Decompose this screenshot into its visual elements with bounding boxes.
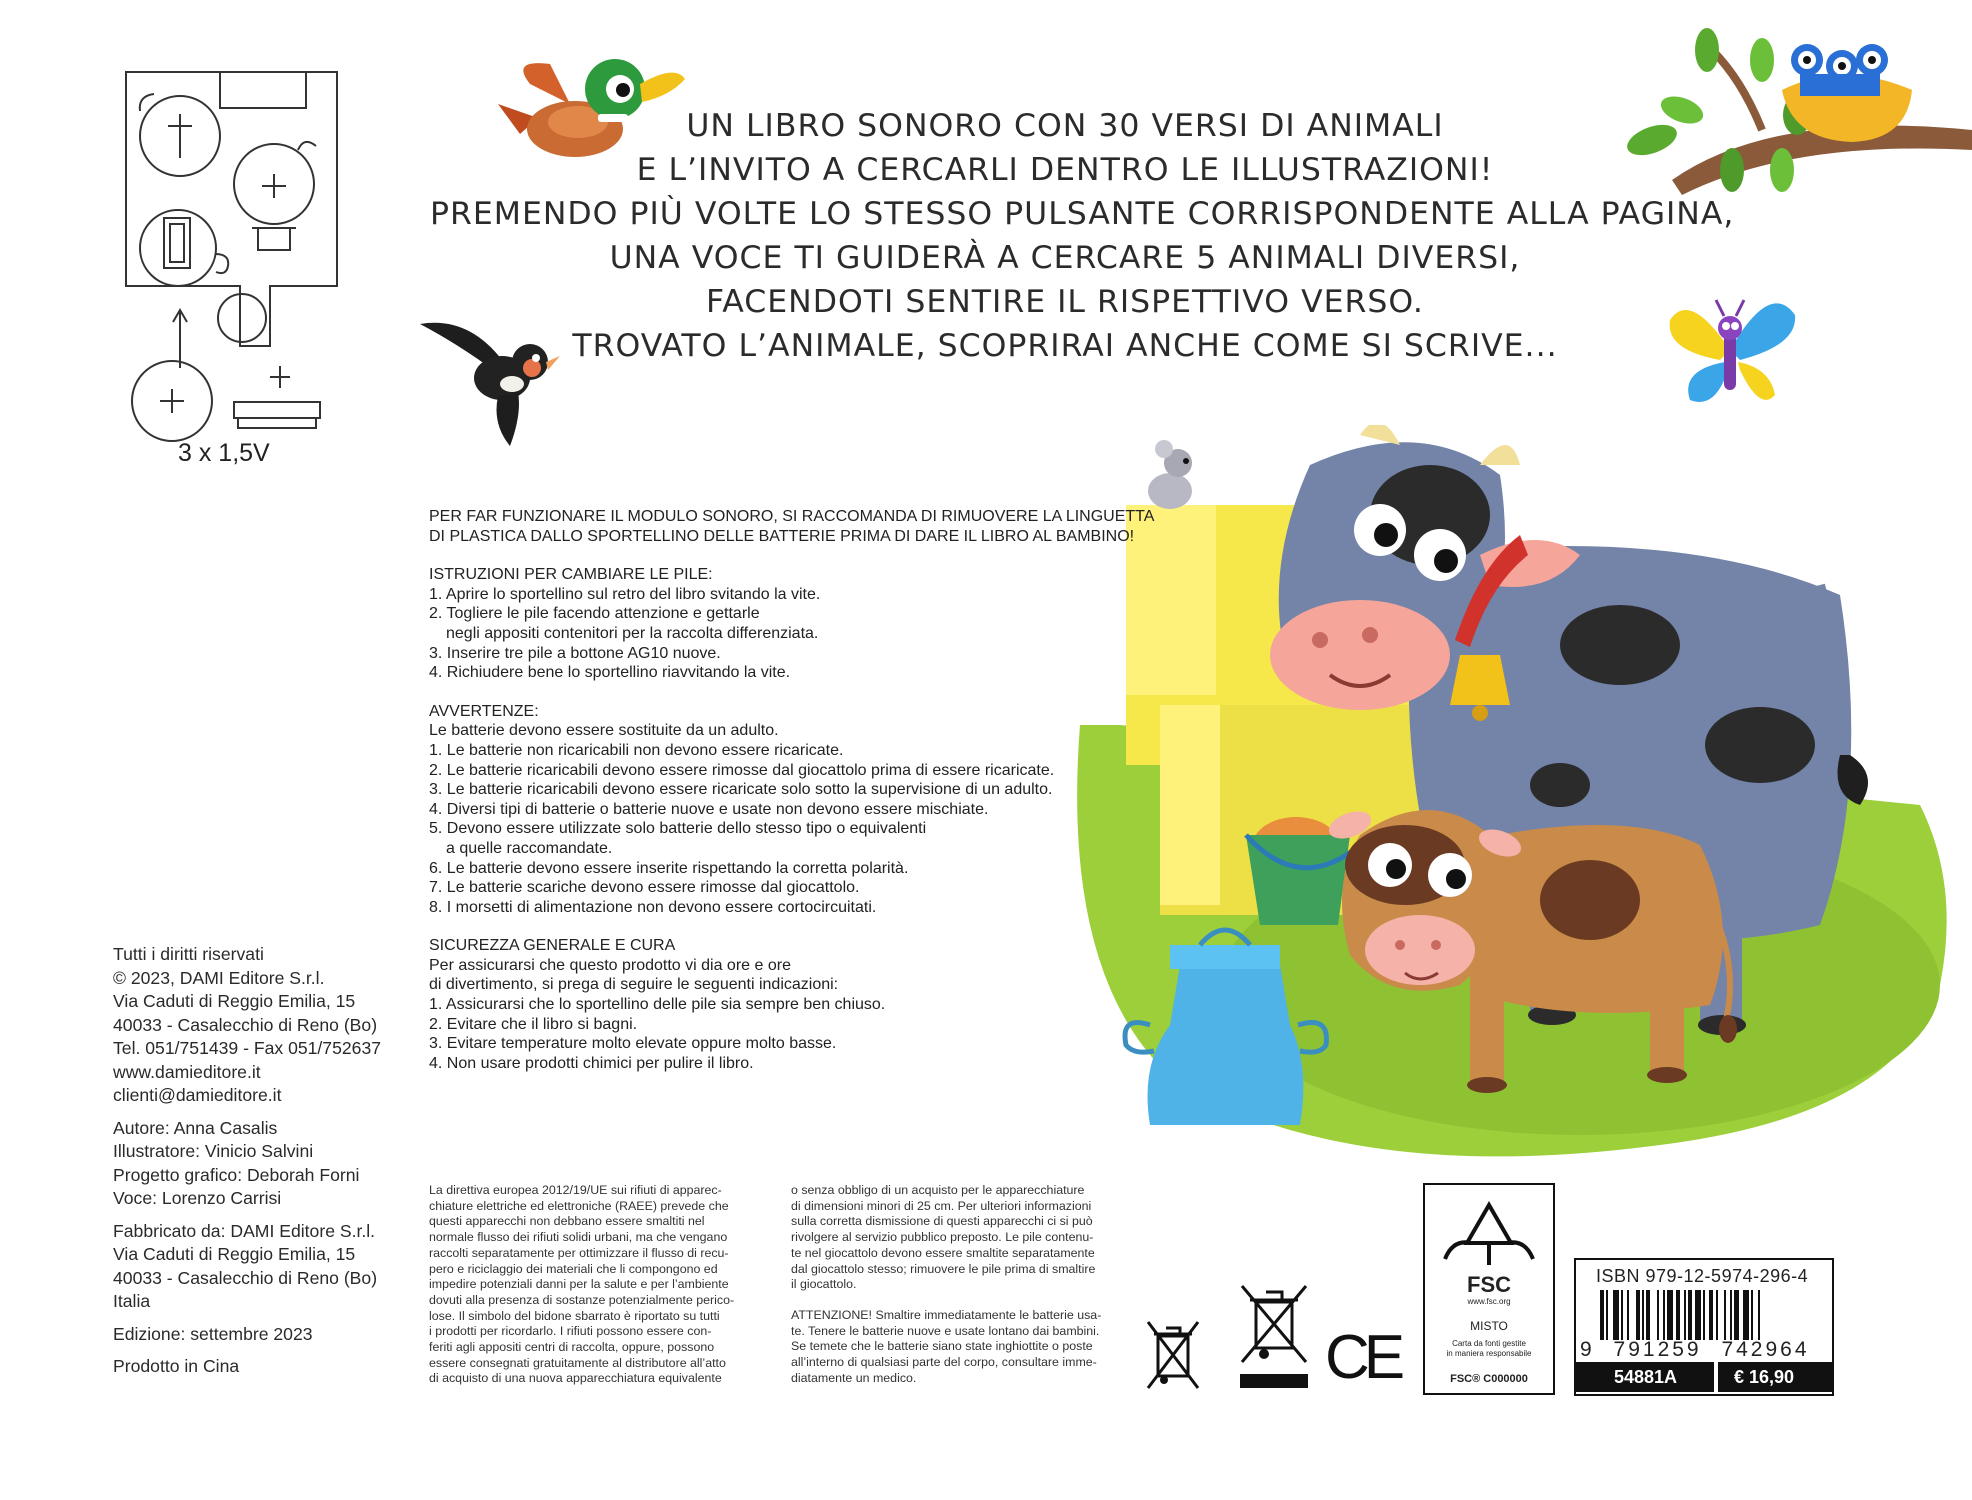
warning-line: 5. Devono essere utilizzate solo batterie dello stesso tipo o equivalenti [429,820,927,838]
credit-line: Italia [113,1291,151,1311]
isbn-number: ISBN 979-12-5974-296-4 [1596,1266,1809,1286]
fsc-license-code: FSC® C000000 [1450,1373,1528,1385]
weee-text-column-1 [429,1183,757,1387]
weee-line: impedire potenziali danni per la salute e per l’ambiente [429,1277,729,1292]
headline-line: UN LIBRO SONORO CON 30 VERSI DI ANIMALI [686,108,1444,144]
fsc-description: Carta da fonti gestite [1452,1339,1526,1348]
credit-line: © 2023, DAMI Editore S.r.l. [113,967,325,988]
barcode-digit-lead: 9 [1580,1338,1592,1361]
weee-line: i prodotti per ricordarlo. I rifiuti possono essere con- [429,1324,712,1339]
weee-line: questi apparecchi non debbano essere smaltiti nel [429,1214,705,1229]
attention-line: ATTENZIONE! Smaltire immediatamente le batterie usa- [791,1307,1102,1322]
edition-line: Edizione: settembre 2023 [113,1323,313,1344]
intro-line: PER FAR FUNZIONARE IL MODULO SONORO, SI RACCOMANDA DI RIMUOVERE LA LINGUETTA [429,508,1155,525]
fsc-description: in maniera responsabile [1446,1349,1532,1358]
weee-line: di acquisto di una nuova apparecchiatura equivalente [429,1371,722,1386]
fsc-website: www.fsc.org [1467,1297,1511,1306]
credit-line: Tutti i diritti riservati [113,944,264,964]
headline-line: TROVATO L’ANIMALE, SCOPRIRAI ANCHE COME SI SCRIVE... [572,328,1558,364]
weee-line: dal giocattolo stesso; rimuovere le pile prima di smaltire [791,1261,1096,1276]
crossed-bin-battery-icon [1236,1282,1312,1392]
change-batteries-section [429,565,1154,683]
warning-line: 2. Le batterie ricaricabili devono essere rimosse dal giocattolo prima di essere ricaricate. [429,761,1055,779]
credit-line: Via Caduti di Reggio Emilia, 15 [113,1244,356,1264]
section-heading: ISTRUZIONI PER CAMBIARE LE PILE: [429,566,713,584]
instruction-line: 1. Aprire lo sportellino sul retro del libro svitando la vite. [429,585,821,603]
battery-diagram-drawing [120,66,350,486]
credit-line: Illustratore: Vinicio Salvini [113,1141,314,1161]
weee-line: sulla corretta dismissione di questi apparecchi ci si può [791,1214,1093,1229]
barcode-digit-group: 791259 [1613,1338,1702,1361]
weee-line: dovuti alla presenza di sostanze potenzialmente perico- [429,1292,735,1307]
code-price-bar [1574,1362,1834,1392]
warning-line: a quelle raccomandate. [446,839,613,857]
email-link[interactable]: clienti@damieditore.it [113,1085,282,1105]
warning-line: 1. Le batterie non ricaricabili non devono essere ricaricate. [429,741,844,759]
safety-line: 1. Assicurarsi che lo sportellino delle pile sia sempre ben chiuso. [429,996,886,1014]
instruction-line: 2. Togliere le pile facendo attenzione e gettarle [429,605,760,623]
instruction-line: 3. Inserire tre pile a bottone AG10 nuove. [429,644,721,662]
price: € 16,90 [1734,1367,1795,1387]
instruction-line: 4. Richiudere bene lo sportellino riavvitando la vite. [429,664,791,682]
weee-text-column-2 [791,1183,1121,1386]
credit-line: Fabbricato da: DAMI Editore S.r.l. [113,1220,376,1241]
barcode-bars [1600,1290,1820,1340]
weee-line: il giocattolo. [791,1277,857,1292]
safety-line: 4. Non usare prodotti chimici per pulire il libro. [429,1054,754,1072]
ce-mark: CE [1325,1323,1400,1392]
headline-line: PREMENDO PIÙ VOLTE LO STESSO PULSANTE CORRISPONDENTE ALLA PAGINA, [430,196,1735,232]
fsc-mix: MISTO [1470,1319,1508,1333]
warning-line: 6. Le batterie devono essere inserite rispettando la corretta polarità. [429,859,909,877]
weee-line: normale flusso dei rifiuti solidi urbani, ma che vengano [429,1230,728,1245]
weee-line: chiature elettriche ed elettroniche (RAEE) prevede che [429,1198,729,1213]
section-heading: AVVERTENZE: [429,702,539,720]
crossed-bin-icon [1144,1318,1202,1392]
weee-line: te nel giocattolo devono essere smaltite separatamente [791,1245,1095,1260]
publisher-credits [113,943,381,1379]
credit-line: 40033 - Casalecchio di Reno (Bo) [113,1014,378,1035]
farm-scene-illustration [1060,425,1972,1185]
headline [430,104,1735,368]
warning-line: 4. Diversi tipi di batterie o batterie nuove e usate non devono essere mischiate. [429,800,989,818]
weee-line: pero e riciclaggio dei materiali che li compongono ed [429,1261,718,1276]
battery-diagram [120,66,350,486]
credit-line: Progetto grafico: Deborah Forni [113,1164,360,1185]
weee-line: La direttiva europea 2012/19/UE sui rifiuti di apparec- [429,1183,722,1197]
battery-instructions [429,507,1154,1073]
warning-line: Le batterie devono essere sostituite da un adulto. [429,722,779,740]
weee-line: essere consegnati gratuitamente al distributore all’atto [429,1355,726,1370]
headline-line: FACENDOTI SENTIRE IL RISPETTIVO VERSO. [706,284,1424,320]
warning-line: 7. Le batterie scariche devono essere rimosse dal giocattolo. [429,879,860,897]
instruction-line: negli appositi contenitori per la raccolta differenziata. [446,624,819,642]
fsc-name: FSC [1467,1272,1511,1297]
headline-line: UNA VOCE TI GUIDERÀ A CERCARE 5 ANIMALI DIVERSI, [609,240,1521,276]
credit-line: Via Caduti di Reggio Emilia, 15 [113,991,356,1011]
fsc-tree-icon [1439,1199,1539,1269]
section-heading: SICUREZZA GENERALE E CURA [429,937,676,955]
weee-line: feriti agli appositi centri di raccolta, oppure, possono [429,1340,715,1355]
weee-line: o senza obbligo di un acquisto per le apparecchiature [791,1183,1085,1197]
intro-warning [429,507,1154,546]
intro-line: DI PLASTICA DALLO SPORTELLINO DELLE BATTERIE PRIMA DI DARE IL LIBRO AL BAMBINO! [429,527,1135,545]
safety-line: di divertimento, si prega di seguire le seguenti indicazioni: [429,976,839,994]
weee-line: di dimensioni minori di 25 cm. Per ulteriori informazioni [791,1198,1092,1213]
fsc-label [1423,1183,1555,1395]
weee-line: rivolgere al servizio pubblico preposto. Le pile contenu- [791,1230,1094,1245]
attention-line: all’interno di qualsiasi parte del corpo, consultare imme- [791,1355,1097,1370]
attention-line: diatamente un medico. [791,1370,917,1385]
safety-section [429,936,1154,1073]
warnings-section [429,702,1154,918]
credit-line: Voce: Lorenzo Carrisi [113,1188,282,1208]
weee-line: raccolti separatamente per ottimizzare il flusso di recu- [429,1245,729,1260]
battery-voltage-label: 3 x 1,5V [178,439,270,467]
warning-line: 3. Le batterie ricaricabili devono essere ricaricate solo sotto la supervisione di un adulto. [429,781,1053,799]
origin-line: Prodotto in Cina [113,1356,240,1376]
website-link[interactable]: www.damieditore.it [113,1061,261,1082]
barcode-digit-group: 742964 [1721,1338,1810,1361]
attention-line: Se temete che le batterie siano state inghiottite o poste [791,1339,1093,1354]
weee-line: lose. Il simbolo del bidone sbarrato è riportato su tutti [429,1308,720,1323]
credit-line: Tel. 051/751439 - Fax 051/752637 [113,1038,382,1058]
credit-line: 40033 - Casalecchio di Reno (Bo) [113,1267,378,1288]
safety-line: 3. Evitare temperature molto elevate oppure molto basse. [429,1035,837,1053]
safety-line: 2. Evitare che il libro si bagni. [429,1015,638,1033]
product-code: 54881A [1614,1367,1678,1387]
attention-line: te. Tenere le batterie nuove e usate lontano dai bambini. [791,1323,1100,1338]
credit-line: Autore: Anna Casalis [113,1117,278,1138]
safety-line: Per assicurarsi che questo prodotto vi dia ore e ore [429,956,791,974]
warning-line: 8. I morsetti di alimentazione non devono essere cortocircuitati. [429,898,877,916]
barcode-digits [1580,1338,1830,1362]
headline-line: E L’INVITO A CERCARLI DENTRO LE ILLUSTRAZIONI! [636,152,1494,188]
